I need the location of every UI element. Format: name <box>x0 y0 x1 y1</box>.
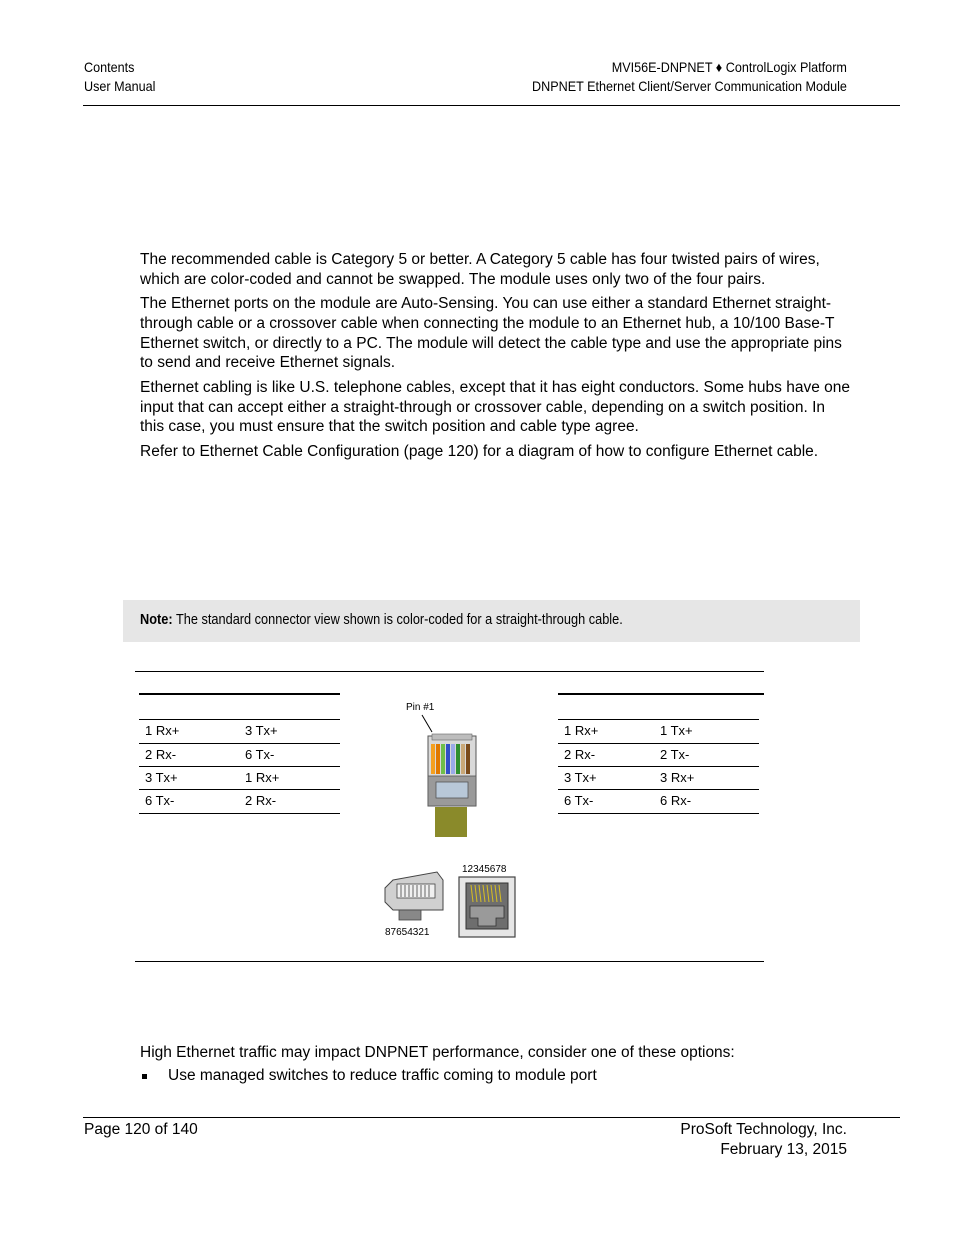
table-cell: 1 Tx+ <box>660 723 693 738</box>
footer-right <box>680 1120 847 1160</box>
body-paragraphs <box>140 250 850 466</box>
footer-date: February 13, 2015 <box>720 1141 847 1158</box>
table-cell: 3 Rx+ <box>660 770 695 785</box>
table-cell: 2 Rx- <box>145 747 177 762</box>
table-cell: 6 Tx- <box>245 747 275 762</box>
table-rule <box>558 813 759 814</box>
footer-company: ProSoft Technology, Inc. <box>680 1121 847 1138</box>
table-rule <box>139 766 340 767</box>
header-section: Contents <box>84 59 135 75</box>
header-module: DNPNET Ethernet Client/Server Communication Module <box>532 78 847 94</box>
cable-jacket <box>435 807 467 837</box>
table-rule <box>558 719 759 720</box>
header-left <box>84 58 155 96</box>
table-rule <box>139 813 340 814</box>
footer-rule <box>83 1117 900 1118</box>
paragraph-reference: Refer to Ethernet Cable Configuration (page 120) for a diagram of how to configure Ethernet cable. <box>140 442 819 460</box>
table-cell: 2 Rx- <box>245 793 277 808</box>
table-cell: 3 Tx+ <box>145 770 178 785</box>
bullet-marker <box>142 1074 147 1079</box>
header-rule <box>83 105 900 106</box>
rj45-jack-illustration <box>458 876 516 938</box>
figure-bottom-rule <box>135 961 764 962</box>
traffic-intro: High Ethernet traffic may impact DNPNET performance, consider one of these options: <box>140 1044 735 1061</box>
table-cell: 1 Rx+ <box>245 770 280 785</box>
pin-label: Pin #1 <box>406 702 435 713</box>
table-rule <box>558 743 759 744</box>
note-body: The standard connector view shown is color-coded for a straight-through cable. <box>175 612 623 628</box>
jack-pin-numbers: 12345678 <box>462 864 507 875</box>
table-cell: 3 Tx+ <box>245 723 278 738</box>
table-cell: 3 Tx+ <box>564 770 597 785</box>
table-rule <box>558 766 759 767</box>
table-cell: 2 Tx- <box>660 747 690 762</box>
paragraph-cabling: Ethernet cabling is like U.S. telephone cables, except that it has eight conductors. Some hubs have one input that can accept either a straight-through or crossover cable, depending on a switch position. In this case, you must ensure that the switch position and cable type agree. <box>140 378 850 436</box>
table-cell: 6 Tx- <box>564 793 594 808</box>
table-rule <box>139 719 340 720</box>
table-cell: 2 Rx- <box>564 747 596 762</box>
paragraph-cable: The recommended cable is Category 5 or better. A Category 5 cable has four twisted pairs of wires, which are color-coded and cannot be swapped. The module uses only two of the four pairs. <box>140 251 820 288</box>
header-doc-type: User Manual <box>84 78 156 94</box>
table-rule <box>139 789 340 790</box>
header-right <box>532 58 847 96</box>
table-rule <box>558 693 764 695</box>
table-cell: 1 Rx+ <box>564 723 599 738</box>
bullet-text: Use managed switches to reduce traffic coming to module port <box>168 1067 597 1084</box>
paragraph-auto-sensing: The Ethernet ports on the module are Auto-Sensing. You can use either a standard Ethernet straight-through cable or a crossover cable when connecting the module to an Ethernet hub, a 10/100 Base-T Ethernet switch, or directly to a PC. The module will detect the cable type and use the appropriate pins to send and receive Ethernet signals. <box>140 295 842 372</box>
table-rule <box>558 789 759 790</box>
table-cell: 6 Tx- <box>145 793 175 808</box>
plug-pin-numbers: 87654321 <box>385 927 430 938</box>
table-cell: 6 Rx- <box>660 793 692 808</box>
table-rule <box>139 743 340 744</box>
footer-page-number: Page 120 of 140 <box>84 1121 198 1138</box>
table-cell: 1 Rx+ <box>145 723 180 738</box>
note-text <box>140 612 623 628</box>
rj45-plug-illustration <box>400 712 490 840</box>
header-product: MVI56E-DNPNET ♦ ControlLogix Platform <box>611 59 847 75</box>
figure-top-rule <box>135 671 764 672</box>
pin-pointer <box>422 715 432 732</box>
table-rule <box>139 693 340 695</box>
note-label: Note: <box>140 612 173 628</box>
note-box <box>123 600 860 642</box>
rj45-plug-end-view <box>383 870 447 928</box>
